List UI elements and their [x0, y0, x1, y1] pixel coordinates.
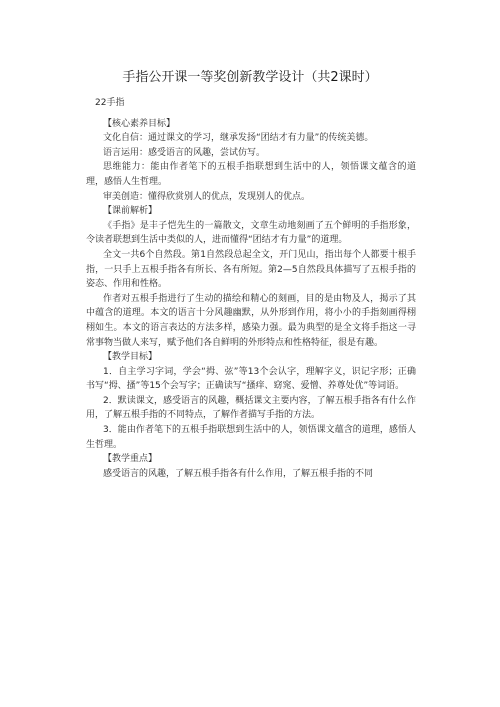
key-points-text: 感受语言的风趣，了解五根手指各有什么作用，了解五根手指的不同: [103, 468, 374, 479]
pre-analysis-paragraph: 作者对五根手指进行了生动的描绘和精心的刻画，目的是由物及人，揭示了其中蕴含的道理。本文的语言十分风趣幽默，从外形到作用，将小小的手指刻画得栩栩如生。本文的语言表达的方法多样，感染力强。最为典型的是全文将手指这一寻常事物当做人来写，赋予他们各自鲜明的外形特点和性格特征，很是有趣。: [86, 293, 416, 348]
teaching-goal-item: 2．默读课文，感受语言的风趣，概括课文主要内容，了解五根手指各有什么作用，了解五根手指的不同特点，了解作者描写手指的方法。: [86, 395, 416, 421]
core-literacy-item: 思维能力：能由作者笔下的五根手指联想到生活中的人，领悟课文蕴含的道理，感悟人生哲理。: [86, 162, 416, 187]
teaching-goal-item: 3．能由作者笔下的五根手指联想到生活中的人，领悟课文蕴含的道理，感悟人生哲理。: [86, 425, 416, 450]
key-points-heading: 【教学重点】: [103, 454, 158, 465]
core-literacy-item: 审美创造：懂得欣赏别人的优点，发现别人的优点。: [103, 191, 311, 202]
core-literacy-item: 文化自信：通过课文的学习，继承发扬“团结才有力量”的传统美德。: [103, 133, 374, 144]
core-literacy-item: 语言运用：感受语言的风趣，尝试仿写。: [103, 147, 266, 158]
document-title: 手指公开课一等奖创新教学设计（共2课时）: [122, 70, 378, 85]
teaching-goal-item: 1．自主学习字词，学会“拇、弦”等13个会认字，理解字义，识记字形；正确书写“拇、搔”等15个会写字；正确读写“搔痒、窈窕、爱憎、养尊处优”等词语。: [86, 366, 416, 392]
lesson-label: 22手指: [95, 98, 125, 108]
pre-analysis-heading: 【课前解析】: [103, 206, 158, 217]
teaching-goals-heading: 【教学目标】: [103, 352, 158, 363]
core-literacy-heading: 【核心素养目标】: [103, 118, 176, 129]
pre-analysis-paragraph: 全文一共6个自然段。第1自然段总起全文，开门见山，指出每个人都要十根手指，一只手上五根手指各有所长、各有所短。第2—5自然段具体描写了五根手指的姿态、作用和性格。: [86, 249, 416, 290]
pre-analysis-paragraph: 《手指》是丰子恺先生的一篇散文，文章生动地刻画了五个鲜明的手指形象，令读者联想到生活中类似的人，进而懂得“团结才有力量”的道理。: [86, 220, 416, 246]
document-body: [86, 96, 416, 481]
